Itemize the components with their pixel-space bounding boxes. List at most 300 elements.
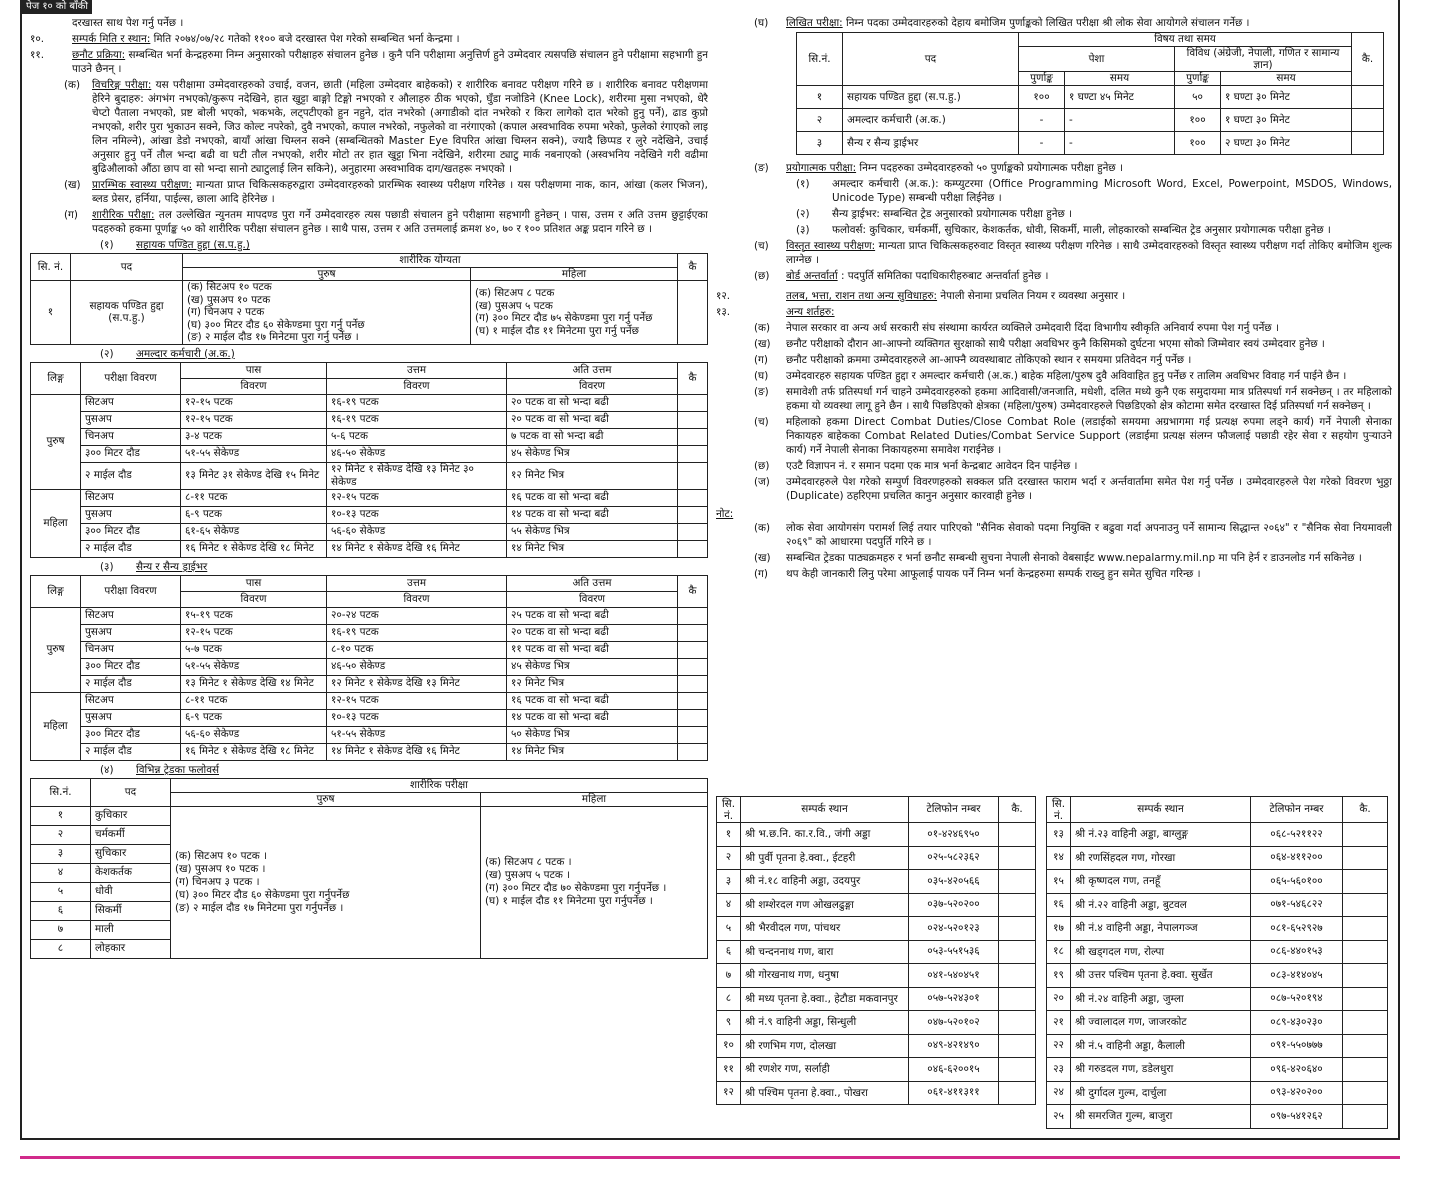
phone-cell: ०६१-४११३११ [909,1081,999,1105]
best-cell: १०-१३ पटक [327,709,507,726]
sn-cell: २४ [1047,1081,1071,1105]
place-cell: श्री गरुडदल गण, डडेलधुरा [1071,1058,1251,1082]
table-row [31,624,708,641]
phone-cell: ०२५-५८२३६२ [909,846,999,870]
th-male: पुरुष [183,267,471,281]
requirement-line: (ङ) २ माईल दौड १७ मिनेटमा पुरा गर्नुपर्नेछ । [175,901,344,914]
misc-time-cell: १ घण्टा ३० मिनेट [1221,86,1352,109]
place-cell: श्री रणभिम गण, दोलखा [741,1034,909,1058]
pass-cell: ६१-६५ सेकेण्ड [181,523,327,540]
item-text: महिलाको हकमा Direct Combat Duties/Close Combat Role (लडाईको समयमा अग्रभागमा गई प्रत्यक्ष रुपमा लड्ने कार्य) गर्ने नेपाली सेनाका निकायहरु बाहेकका Combat Related Duties/Combat Service Support (लडाईमा प्रत्यक्ष संलग्न फौजलाई पछाडी रहेर सेवा र सहयोग पुऱ्याउने कार्य) गर्ने नेपाली सेनाका निकायहरुमा समावेश गराईनेछ । [786,416,1392,456]
left-column [30,16,708,959]
prof-time-cell: १ घण्टा ४५ मिनेट [1065,86,1175,109]
contact-table-a [716,796,1036,1105]
th-remarks: कै [678,575,708,607]
place-cell: श्री शम्शेरदल गण ओखलढुङ्गा [741,893,909,917]
gender-cell: महिला [31,692,81,760]
remarks-cell [999,893,1036,917]
remarks-cell [1352,132,1384,155]
contact-row [1047,846,1388,870]
excellent-cell: १४ पटक वा सो भन्दा बढी [507,709,678,726]
th-male: पुरुष [171,792,481,806]
section-11-ka: (क) विचरिङ्ग परीक्षा: यस परीक्षामा उम्मेदवारहरुको उचाई, वजन, छाती (महिला उम्मेदवार बाहेकको) र शारीरिक बनावट परीक्षण गरिने छ । शारीरिक बनावट परीक्षणमा हेरिने बुदाहरु: अंगभंग नभएको/कुरूप नदेखिने, हात खुट्टा बाङ्गो टिङ्गो नभएको र औलाहरु ठीक भएको, घुँडा नजोडिने (Knee Lock), शरीरमा मुसा नभएको, धेरै चेप्टो पैताला नभएको, प्रष्ट बोली भएको, भकभके, लट्पटीएको हुन नहुने, दांत नभरेको (अगाडीको दांत नभरेको र किरा लागेको दात भरेको हुनु पर्ने), ढाड कुप्रो नभएको, शरीर पुरा भुकाउन सक्ने, जिउ कोल्ट नपरेको, दुवै नभएको, कपाल नभरेको, नफुलेको वा नरंगाएको (कपाल अस्वभाविक रुपमा भरेको, फुलेको रंगाएको लाइ लिन नमिल्ने), आंखा डेडो नभएको, बायाँ आंखा चिम्लन सक्ने (सम्बन्धितको Master Eye विपरित आंखा चिम्लन सक्ने), ज्यादै छिप्पड र लुरे नदेखिने, उचाई अनुसार हुनु पर्ने तौल भन्दा बढी वा घटी तौल नभएको, शरीर मोटो तर हात खुट्टा भिना नदेखिने, शरीरमा ट्याटु मार्क नबनाएको (अस्वभनिय नदेखिने गरी वढीमा बुढिऔलाको औंठा छाप वा सो भन्दा सानो ट्याटुलाई लिन सकिने), अनुहारमा अस्वभाविक दाग/खतहरू नभएको । [64,79,708,175]
contact-row [1047,1034,1388,1058]
remarks-cell [1343,846,1388,870]
phone-cell: ०६८-५२११२२ [1251,823,1343,847]
post-cell: सहायक पण्डित हुद्दा (स.प.हु.) [843,86,1019,109]
table-row [31,743,708,760]
section-nga: (ङ) प्रयोगात्मक परीक्षा: निम्न पदहरुका उम्मेदवारहरुको ५० पुर्णाङ्कको प्रयोगात्मक परीक्षा हुनेछ । [754,162,1123,174]
table-row [31,726,708,743]
section-10: १०. सम्पर्क मिति र स्थान: मिति २०७४/०७/२८ गतेको ११०० बजे दरखास्त पेश गरेको सम्बन्धित भर्ना केन्द्रमा । [30,33,460,45]
phone-cell: ०७१-५४६८२२ [1251,893,1343,917]
table-row [31,692,708,709]
table-4-caption: (४) विभिन्न ट्रेडका फलोवर्स [100,763,220,776]
section-gha: (घ) लिखित परीक्षा: निम्न पदका उम्मेदवारहरुको देहाय बमोजिम पुर्णाङ्कको लिखित परीक्षा श्री लोक सेवा आयोगले संचालन गर्नेछ । [754,17,1250,29]
remarks-cell [678,726,708,743]
remarks-cell [1352,109,1384,132]
prof-time-cell: - [1065,109,1175,132]
remarks-cell [999,1058,1036,1082]
sn-cell: ७ [717,964,741,988]
section-12: १२. तलब, भत्ता, राशन तथा अन्य सुविधाहरु: नेपाली सेनामा प्रचलित नियम र व्यवस्था अनुसार । [716,290,1126,302]
phone-cell: ०४९-४२१४९० [909,1034,999,1058]
section-13: १३. अन्य शर्तहरु: [716,306,835,318]
best-cell: ४६-५० सेकेण्ड [327,445,507,462]
th-remarks: कै. [1343,797,1388,823]
place-cell: श्री भ.छ.नि. का.र.वि., जंगी अड्डा [741,823,909,847]
th-pass: पास [181,575,327,591]
phone-cell: ०१-४२४६९५० [909,823,999,847]
th-detail: विवरण [181,378,327,394]
item-number: (ख) [754,338,771,350]
excellent-cell: ११ पटक वा सो भन्दा बढी [507,641,678,658]
place-cell: श्री नं.५ वाहिनी अड्डा, कैलाली [1071,1034,1251,1058]
remarks-cell [999,1081,1036,1105]
th-full-marks: पुर्णाङ्क [1019,72,1065,86]
excellent-cell: १४ मिनेट भित्र [507,743,678,760]
th-remarks: कै. [999,797,1036,823]
phone-cell: ०२४-५२०१२३ [909,917,999,941]
remarks-cell [999,987,1036,1011]
remarks-cell [678,506,708,523]
remarks-cell [1343,1105,1388,1129]
th-sn: सि. नं. [31,254,71,281]
best-cell: ५१-५५ सेकेण्ड [327,726,507,743]
contact-row [1047,893,1388,917]
place-cell: श्री भैरवीदल गण, पांचथर [741,917,909,941]
post-cell: केशकर्तक [91,863,171,882]
pass-cell: १२-१५ पटक [181,624,327,641]
th-female: महिला [471,267,678,281]
contact-row [717,940,1036,964]
table-2-caption: (२) अमल्दार कर्मचारी (अ.क.) [100,347,235,360]
th-detail: विवरण [507,378,678,394]
section-11-kha: (ख) प्रारम्भिक स्वास्थ्य परीक्षण: मान्यता प्राप्त चिकित्सकहरुद्वारा उम्मेदवारहरुको प्रारम्भिक स्वास्थ्य परीक्षण गरिनेछ । यस परीक्षणमा नाक, कान, आंखा (कलर भिजन), ब्लड प्रेसर, हर्निया, पाईल्स, छाला आदि हेरिनेछ । [64,179,708,205]
contact-row [717,964,1036,988]
phone-cell: ०३५-४२०५६६ [909,870,999,894]
best-cell: ४६-५० सेकेण्ड [327,658,507,675]
exam-cell: ३०० मिटर दौड [81,726,181,743]
pass-cell: ८-११ पटक [181,489,327,506]
remarks-cell [1343,964,1388,988]
th-time: समय [1065,72,1175,86]
place-cell: श्री उत्तर पश्चिम पृतना हे.क्वा. सुर्खेत [1071,964,1251,988]
contact-row [717,846,1036,870]
sn-cell: ४ [31,863,91,882]
remarks-cell [678,489,708,506]
table-row [31,394,708,411]
section-nga-1: (१) अमल्दार कर्मचारी (अ.क.): कम्प्युटरमा (Office Programming Microsoft Word, Excel, Powerpoint, MSDOS, Windows, Unicode Type) सम्बन्धी परीक्षा लिईनेछ । [796,178,1392,204]
best-cell: २०-२४ पटक [327,607,507,624]
item-text: उम्मेदवारहरु सहायक पण्डित हुद्दा र अमल्दार कर्मचारी (अ.क.) बाहेक महिला/पुरुष दुवै अविवाहित हुनु पर्नेछ र तालिम अवधिभर विवाह गर्न पाईने छैन । [786,370,1347,382]
excellent-cell: १४ पटक वा सो भन्दा बढी [507,506,678,523]
excellent-cell: २० पटक वा सो भन्दा बढी [507,624,678,641]
post-cell: धोवी [91,882,171,901]
sn-cell: २३ [1047,1058,1071,1082]
sn-cell: २२ [1047,1034,1071,1058]
section-11: ११. छनौट प्रक्रिया: सम्बन्धित भर्ना केन्द्रहरुमा निम्न अनुसारको परीक्षाहरु संचालन हुनेछ । कुनै पनि परीक्षामा अनुत्तिर्ण हुने उम्मेदवार त्यसपछि संचालन हुने परीक्षामा सहभागी हुन पाउने छैनन् । [30,49,708,75]
pass-cell: ५-७ पटक [181,641,327,658]
conditions-list [716,321,1392,503]
table-row [31,675,708,692]
th-female: महिला [481,792,708,806]
item-text: नेपाल सरकार वा अन्य अर्ध सरकारी संघ संस्थामा कार्यरत व्यक्तिले उम्मेदवारी दिंदा विभागीय स्वीकृति अनिवार्य रुपमा पेश गर्नु पर्नेछ । [786,322,1279,334]
excellent-cell: १२ मिनेट भित्र [507,462,678,489]
exam-cell: ३०० मिटर दौड [81,658,181,675]
exam-cell: सिटअप [81,607,181,624]
prof-marks-cell: १०० [1019,86,1065,109]
excellent-cell: २० पटक वा सो भन्दा बढी [507,411,678,428]
best-cell: १२ मिनेट १ सेकेण्ड देखि १३ मिनेट [327,675,507,692]
remarks-cell [678,411,708,428]
sn-cell: १७ [1047,917,1071,941]
remarks-cell [999,940,1036,964]
table-row [797,86,1384,109]
male-rows [31,394,708,489]
page-continuation-tab: पेज १० को बाँकी [22,0,92,14]
contact-row [1047,917,1388,941]
th-excellent: अति उत्तम [507,575,678,591]
post-cell: लोहकार [91,939,171,958]
list-item [716,459,1392,473]
pass-cell: १६ मिनेट १ सेकेण्ड देखि १८ मिनेट [181,743,327,760]
place-cell: श्री रणशेर गण, सर्लाही [741,1058,909,1082]
remarks-cell [1352,86,1384,109]
sn-cell: ८ [31,939,91,958]
exam-cell: सिटअप [81,692,181,709]
contact-row [717,1034,1036,1058]
phone-cell: ०८७-५२०१९४ [1251,987,1343,1011]
th-physical: शारीरिक योग्यता [183,254,678,268]
female-rows [31,692,708,760]
contact-row [1047,1105,1388,1129]
exam-cell: पुसअप [81,624,181,641]
list-item [716,475,1392,503]
physical-table-followers [30,778,708,959]
table-row [31,523,708,540]
sn-cell: १३ [1047,823,1071,847]
post-cell: सिकर्मी [91,901,171,920]
remarks-cell [1343,987,1388,1011]
sn-cell: ७ [31,920,91,939]
requirement-line: (ग) ३०० मिटर दौड ७० सेकेण्डमा पुरा गर्नुपर्नेछ । [485,882,667,894]
remarks-cell [678,445,708,462]
exam-cell: २ माईल दौड [81,675,181,692]
pass-cell: ५१-५५ सेकेण्ड [181,445,327,462]
prof-marks-cell: - [1019,132,1065,155]
remarks-cell [678,743,708,760]
remarks-cell [1343,1058,1388,1082]
th-detail: विवरण [327,378,507,394]
place-cell: श्री नं.१८ वाहिनी अड्डा, उदयपुर [741,870,909,894]
gender-cell: महिला [31,489,81,557]
table-1-caption: (१) सहायक पण्डित हुद्दा (स.प.हु.) [100,239,250,251]
th-time: समय [1221,72,1352,86]
post-cell: माली [91,920,171,939]
excellent-cell: २० पटक वा सो भन्दा बढी [507,394,678,411]
remarks-cell [678,428,708,445]
sn-cell: १२ [717,1081,741,1105]
remarks-cell [1343,893,1388,917]
phone-cell: ०६५-५६०१०० [1251,870,1343,894]
remarks-cell [678,675,708,692]
th-remarks: कै. [1352,33,1384,86]
list-item [716,385,1392,413]
best-cell: ५-६ पटक [327,428,507,445]
table-row [31,607,708,624]
physical-table-sainya [30,575,708,761]
contact-row [1047,1011,1388,1035]
th-post: पद [91,778,171,806]
sn-cell: ५ [31,882,91,901]
remarks-cell [999,917,1036,941]
sn-cell: २ [717,846,741,870]
pass-cell: ३-४ पटक [181,428,327,445]
male-requirements [171,806,481,958]
requirement-line: (ख) पुसअप १० पटक । [175,862,266,875]
exam-cell: २ माईल दौड [81,743,181,760]
remarks-cell [1343,1011,1388,1035]
excellent-cell: १२ मिनेट भित्र [507,675,678,692]
remarks-cell [678,462,708,489]
sn-cell: ११ [717,1058,741,1082]
place-cell: श्री नं.२३ वाहिनी अड्डा, बाग्लुङ्ग [1071,823,1251,847]
post-cell: कुचिकार [91,806,171,825]
remarks-cell [1343,870,1388,894]
th-remarks: कै [678,254,708,281]
sn-cell: १ [797,86,843,109]
table-row [31,641,708,658]
list-item [716,521,1392,549]
contact-row [1047,940,1388,964]
item-number: (घ) [754,370,769,382]
phone-cell: ०६४-४११२०० [1251,846,1343,870]
best-cell: १४ मिनेट १ सेकेण्ड देखि १६ मिनेट [327,540,507,557]
sn-cell: १९ [1047,964,1071,988]
misc-marks-cell: ५० [1175,86,1221,109]
place-cell: श्री ज्वालादल गण, जाजरकोट [1071,1011,1251,1035]
best-cell: १०-१३ पटक [327,506,507,523]
exam-cell: पुसअप [81,411,181,428]
list-item [716,551,1392,565]
exam-cell: ३०० मिटर दौड [81,445,181,462]
th-gender: लिङ्ग [31,575,81,607]
phone-cell: ०८६-४४०१५३ [1251,940,1343,964]
pass-cell: १२-१५ पटक [181,394,327,411]
application-note: दरखास्त साथ पेश गर्नु पर्नेछ । [72,17,184,29]
item-text: लोक सेवा आयोगसंग परामर्श लिई तयार पारिएको "सैनिक सेवाको पदमा नियुक्ति र बढुवा गर्दा अपनाउनु पर्ने सामान्य सिद्धान्त २०६४" र "सैनिक सेवा नियमावली २०६९" को आधारमा पदपुर्ति गरिने छ । [786,522,1392,548]
sn-cell: १ [31,806,91,825]
pass-cell: ५१-५५ सेकेण्ड [181,658,327,675]
remarks-cell [678,692,708,709]
pass-cell: ५६-६० सेकेण्ड [181,726,327,743]
place-cell: श्री नं.२४ वाहिनी अड्डा, जुम्ला [1071,987,1251,1011]
th-best: उत्तम [327,362,507,378]
remarks-cell [999,823,1036,847]
contact-row [1047,987,1388,1011]
place-cell: श्री नं.२२ वाहिनी अड्डा, बुटवल [1071,893,1251,917]
th-misc: विविध (अंग्रेजी, नेपाली, गणित र सामान्य ज्ञान) [1175,47,1352,72]
section-cha: (च) विस्तृत स्वास्थ्य परीक्षण: मान्यता प्राप्त चिकित्सकहरुवाट विस्तृत स्वास्थ्य परीक्षण गरिनेछ । साथै उम्मेदवारहरुको विस्तृत स्वास्थ्य परीक्षण गर्दा तोकिए बमोजिम शुल्क लाग्नेछ । [754,240,1392,266]
th-physical: शारीरिक परीक्षा [171,778,708,792]
exam-cell: २ माईल दौड [81,462,181,489]
remarks-cell [1343,823,1388,847]
exam-cell: पुसअप [81,709,181,726]
sn-cell: १० [717,1034,741,1058]
requirement-line: (ख) पुसअप ५ पटक । [485,869,571,881]
table-row [31,709,708,726]
table-row [31,506,708,523]
excellent-cell: ७ पटक वा सो भन्दा बढी [507,428,678,445]
table-row [31,445,708,462]
pass-cell: ६-९ पटक [181,506,327,523]
female-rows [31,489,708,557]
sn-cell: ५ [717,917,741,941]
th-detail: विवरण [181,591,327,607]
pass-cell: १३ मिनेट ३१ सेकेण्ड देखि १५ मिनेट [181,462,327,489]
sn-cell: २ [797,109,843,132]
item-text: छनौट परीक्षाको दौरान आ-आफ्नो व्यक्तिगत सुरक्षाको साथै परीक्षा अवधिभर कुनै किसिमको दुर्घटना भएमा सोको जिम्मेवार स्वयं उम्मेदवार हुनेछ । [786,338,1325,350]
male-rows [31,607,708,692]
place-cell: श्री कृष्णदल गण, तनहूँ [1071,870,1251,894]
phone-cell: ०९६-४२०६४० [1251,1058,1343,1082]
cell-remarks [678,281,708,345]
th-profession: पेशा [1019,47,1175,72]
best-cell: ८-१० पटक [327,641,507,658]
th-phone: टेलिफोन नम्बर [909,797,999,823]
post-cell: चर्मकर्मी [91,825,171,844]
remarks-cell [678,607,708,624]
th-place: सम्पर्क स्थान [1071,797,1251,823]
th-exam: परीक्षा विवरण [81,575,181,607]
phone-cell: ०४७-५२०१०२ [909,1011,999,1035]
sn-cell: १ [717,823,741,847]
sn-cell: ३ [717,870,741,894]
th-post: पद [843,33,1019,86]
excellent-cell: २५ पटक वा सो भन्दा बढी [507,607,678,624]
sn-cell: ३ [31,844,91,863]
item-number: (च) [754,416,769,428]
sn-cell: २ [31,825,91,844]
contact-row [717,893,1036,917]
th-detail: विवरण [507,591,678,607]
sn-cell: १४ [1047,846,1071,870]
pass-cell: १५-१९ पटक [181,607,327,624]
list-item [716,337,1392,351]
th-sn: सि. नं. [717,797,741,823]
section-chha: (छ) बोर्ड अन्तर्वार्ता : पदपुर्ति समितिका पदाधिकारीहरुबाट अन्तर्वार्ता हुनेछ । [754,270,1049,282]
excellent-cell: ४५ सेकेण्ड भित्र [507,658,678,675]
best-cell: १२-१५ पटक [327,692,507,709]
contact-table-b [1046,796,1388,1129]
contact-table-a-wrap [716,796,1036,1105]
place-cell: श्री रणसिंहदल गण, गोरखा [1071,846,1251,870]
th-exam: परीक्षा विवरण [81,362,181,394]
remarks-cell [1343,1081,1388,1105]
sn-cell: ३ [797,132,843,155]
table-row [797,132,1384,155]
th-pass: पास [181,362,327,378]
excellent-cell: ४५ सेकेण्ड भित्र [507,445,678,462]
section-nga-3: (३) फलोवर्स: कुचिकार, चर्मकर्मी, सुचिकार, केशकर्तक, धोवी, सिकर्मी, माली, लोहकारको सम्बन्धित ट्रेड अनुसार प्रयोगात्मक परीक्षा हुनेछ । [796,224,1331,236]
gender-cell: पुरुष [31,394,81,489]
contact-row [717,1058,1036,1082]
list-item [716,353,1392,367]
list-item [716,369,1392,383]
sn-cell: २१ [1047,1011,1071,1035]
sn-cell: २५ [1047,1105,1071,1129]
remarks-cell [999,870,1036,894]
exam-cell: २ माईल दौड [81,540,181,557]
remarks-cell [678,523,708,540]
exam-cell: सिटअप [81,394,181,411]
list-item [716,567,1392,581]
th-sn: सि.नं. [31,778,91,806]
remarks-cell [1343,917,1388,941]
requirement-line: (घ) १ माईल दौड ११ मिनेटमा पुरा गर्नुपर्नेछ । [485,895,653,907]
excellent-cell: ५५ सेकेण्ड भित्र [507,523,678,540]
pass-cell: १६ मिनेट १ सेकेण्ड देखि १८ मिनेट [181,540,327,557]
item-text: समावेशी तर्फ प्रतिस्पर्धा गर्न चाहने उम्मेदवारहरुको हकमा आदिवासी/जनजाति, मधेशी, दलित मध्ये कुनै एक समुदायमा मात्र प्रतिस्पर्धा गर्न सक्नेछन् । तर महिलाको हकमा यो व्यवस्था लागू हुने छैन । साथै पिछडिएको क्षेत्रका (महिला/पुरुष) उम्मेदवारहरुले पिछडिएको क्षेत्र कोटामा समेत दरखास्त दिई प्रतिस्पर्धा गर्न सक्नेछन् । [786,386,1392,412]
table-row [797,109,1384,132]
sn-cell: १५ [1047,870,1071,894]
exam-cell: चिनअप [81,428,181,445]
place-cell: श्री चन्दननाथ गण, बारा [741,940,909,964]
gender-cell: पुरुष [31,607,81,692]
best-cell: १६-१९ पटक [327,394,507,411]
cell-male-list: (क) सिटअप १० पटक (ख) पुसअप १० पटक (ग) चिनअप २ पटक (घ) ३०० मिटर दौड ६० सेकेण्डमा पुरा गर्नु पर्नेछ (ङ) २ माईल दौड १७ मिनेटमा पुरा गर्नु पर्नेछ । [183,281,471,345]
contact-table-b-wrap [1046,796,1388,1129]
remarks-cell [1343,940,1388,964]
female-requirements [481,806,708,958]
physical-table-sapahu [30,253,708,345]
cell-sn: १ [31,281,71,345]
pass-cell: १२-१५ पटक [181,411,327,428]
th-remarks: कै [678,362,708,394]
place-cell: श्री गोरखनाथ गण, धनुषा [741,964,909,988]
remarks-cell [678,624,708,641]
item-number: (क) [754,522,771,534]
written-exam-wrap [716,32,1392,155]
phone-cell: ०९१-५५०७७७ [1251,1034,1343,1058]
cell-female-list: (क) सिटअप ८ पटक (ख) पुसअप ५ पटक (ग) ३०० मिटर दौड ७५ सेकेण्डमा पुरा गर्नु पर्नेछ (घ) १ माईल दौड ११ मिनेटमा पुरा गर्नु पर्नेछ [471,281,678,345]
list-item [716,321,1392,335]
phone-cell: ०४१-५४०४५१ [909,964,999,988]
best-cell: १२ मिनेट १ सेकेण्ड देखि १३ मिनेट ३० सेकेण्ड [327,462,507,489]
remarks-cell [999,1011,1036,1035]
item-number: (क) [754,322,771,334]
